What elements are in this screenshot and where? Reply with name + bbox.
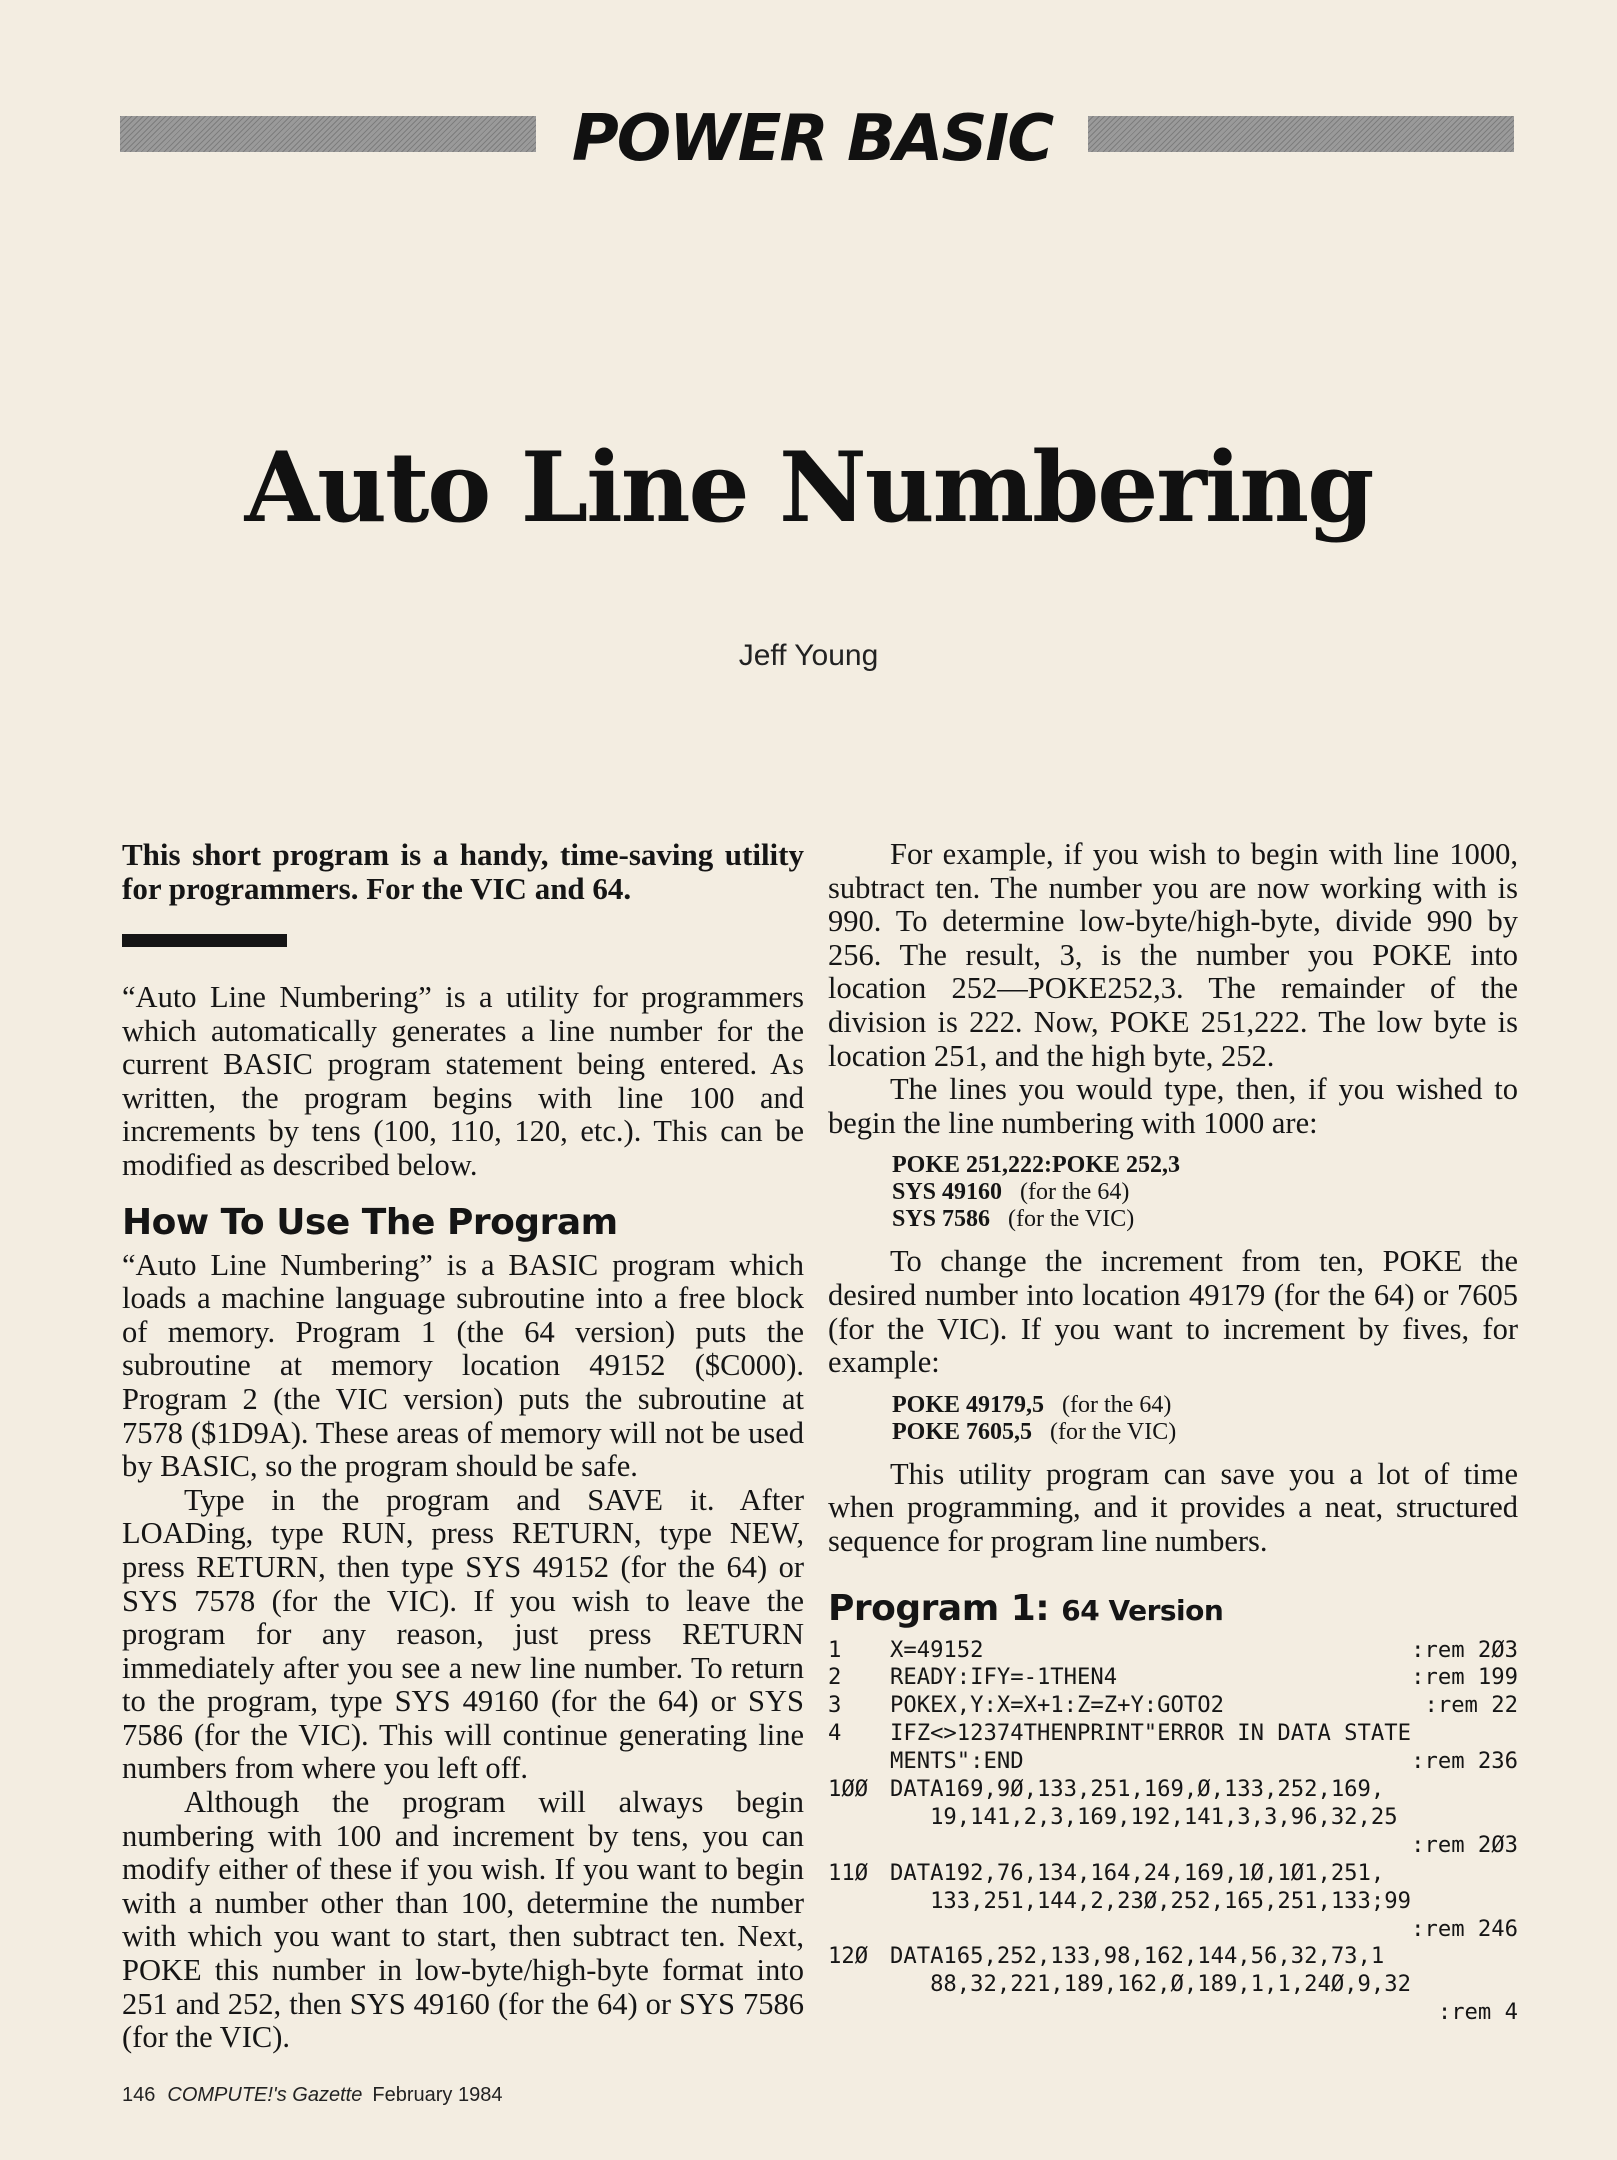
program-1-heading	[828, 1589, 1518, 1631]
line-number: 12Ø	[828, 1943, 869, 1970]
line-checksum: :rem 2Ø3	[1411, 1831, 1518, 1858]
closing-paragraph: This utility program can save you a lot of time when programming, and it provides a neat, structured sequence for program line numbers.	[828, 1456, 1518, 1558]
intro-paragraph: “Auto Line Numbering” is a utility for programmers which automatically generates a line number for the current BASIC program statement being entered. As written, the program begins with line 100 and increments by tens (100, 110, 120, etc.). This can be modified as described below.	[122, 980, 804, 1182]
line-body	[890, 1637, 1518, 1665]
program-1-listing	[828, 1637, 1518, 2028]
line-body	[890, 1720, 1518, 1776]
line-number: 3	[828, 1692, 842, 1719]
listing-line	[828, 1776, 1518, 1860]
section-label: POWER BASIC	[536, 101, 1088, 177]
left-column	[122, 838, 804, 2055]
code-note: (for the 64)	[1020, 1179, 1130, 1206]
code-line	[892, 1419, 1518, 1446]
page-footer	[122, 2084, 502, 2107]
line-number: 4	[828, 1720, 842, 1747]
line-body	[890, 1692, 1518, 1720]
listing-line	[828, 1860, 1518, 1944]
line-body	[890, 1943, 1518, 2027]
line-text: READY:IFY=-1THEN4	[890, 1664, 1118, 1691]
line-body	[890, 1776, 1518, 1860]
line-text: 88,32,221,189,162,Ø,189,1,1,24Ø,9,32	[890, 1971, 1411, 1998]
line-text: IFZ<>12374THENPRINT"ERROR IN DATA STATE	[890, 1720, 1411, 1747]
code-note: (for the 64)	[1062, 1391, 1172, 1418]
code-line	[892, 1152, 1518, 1179]
lines-intro-paragraph: The lines you would type, then, if you wished to begin the line numbering with 1000 are:	[828, 1072, 1518, 1140]
line-text: X=49152	[890, 1636, 984, 1663]
line-body	[890, 1664, 1518, 1692]
line-checksum: :rem 2Ø3	[1411, 1636, 1518, 1663]
how-paragraph-1: “Auto Line Numbering” is a BASIC program which loads a machine language subroutine into a free block of memory. Program 1 (the 64 version) puts the subroutine at memory location 49152 ($C000). Program 2 (the VIC version) puts the subroutine at 7578 ($1D9A). These areas of memory will not be used by BASIC, so the program should be safe.	[122, 1247, 804, 1484]
how-paragraph-2: Type in the program and SAVE it. After LOADing, type RUN, press RETURN, type NEW, press RETURN, then type SYS 49152 (for the 64) or SYS 7578 (for the VIC). If you wish to leave the program for any reason, just press RETURN immediately after you see a new line number. To return to the program, type SYS 49160 (for the 64) or SYS 7586 (for the VIC). This will continue generating line numbers from where you left off.	[122, 1482, 804, 1786]
code-command: POKE 49179,5	[892, 1391, 1045, 1418]
line-text: POKEX,Y:X=X+1:Z=Z+Y:GOTO2	[890, 1692, 1224, 1719]
deck-rule	[122, 934, 287, 947]
article-deck: This short program is a handy, time-saving utility for programmers. For the VIC and 64.	[122, 837, 804, 906]
line-text: 133,251,144,2,23Ø,252,165,251,133;99	[890, 1887, 1411, 1914]
line-text: 19,141,2,3,169,192,141,3,3,96,32,25	[890, 1803, 1398, 1830]
program-1-version: 64 Version	[1061, 1593, 1224, 1627]
line-text-with-rem	[890, 1637, 1518, 1665]
program-1-title: Program 1:	[828, 1587, 1050, 1629]
article-title: Auto Line Numbering	[244, 431, 1373, 544]
code-line	[892, 1179, 1518, 1206]
code-line	[892, 1392, 1518, 1419]
line-text: MENTS":END	[890, 1748, 1024, 1775]
listing-line	[828, 1664, 1518, 1692]
line-checksum: :rem 236	[1411, 1748, 1518, 1775]
code-note: (for the VIC)	[1008, 1206, 1135, 1233]
listing-line	[828, 1637, 1518, 1665]
code-command: SYS 7586	[892, 1206, 991, 1233]
listing-line	[828, 1943, 1518, 2027]
issue-date: February 1984	[372, 2084, 503, 2106]
code-note: (for the VIC)	[1050, 1418, 1177, 1445]
how-paragraph-3: Although the program will always begin numbering with 100 and increment by tens, you can modify either of these if you wish. If you want to begin with a number other than 100, determine the number with which you want to start, then subtract ten. Next, POKE this number in low-byte/high-byte format into 251 and 252, then SYS 49160 (for the 64) or SYS 7586 (for the VIC).	[122, 1785, 804, 2055]
example-commands	[892, 1152, 1518, 1233]
code-command: POKE 7605,5	[892, 1418, 1033, 1445]
line-text-with-rem	[890, 1664, 1518, 1692]
line-number: 2	[828, 1664, 842, 1691]
line-text-with-rem	[890, 1748, 1518, 1776]
listing-line	[828, 1692, 1518, 1720]
line-checksum: :rem 199	[1411, 1664, 1518, 1691]
listing-line	[828, 1720, 1518, 1776]
example-paragraph: For example, if you wish to begin with line 1000, subtract ten. The number you are now working with is 990. To determine low-byte/high-byte, divide 990 by 256. The result, 3, is the number you POKE into location 252—POKE252,3. The remainder of the division is 222. Now, POKE 251,222. The low byte is location 251, and the high byte, 252.	[828, 837, 1518, 1073]
line-checksum: :rem 4	[1437, 1999, 1518, 2026]
line-number: 1	[828, 1636, 842, 1663]
author-byline: Jeff Young	[738, 639, 879, 672]
line-body	[890, 1860, 1518, 1944]
magazine-name: COMPUTE!'s Gazette	[167, 2084, 363, 2106]
code-command: POKE 251,222:POKE 252,3	[892, 1152, 1180, 1179]
line-text: DATA169,9Ø,133,251,169,Ø,133,252,169,	[890, 1776, 1385, 1803]
line-number: 11Ø	[828, 1859, 869, 1886]
line-checksum: :rem 22	[1424, 1692, 1518, 1719]
line-number: 1ØØ	[828, 1776, 869, 1803]
right-column	[828, 838, 1518, 2027]
increment-paragraph: To change the increment from ten, POKE the desired number into location 49179 (for the 64) or 7605 (for the VIC). If you want to increment by fives, for example:	[828, 1244, 1518, 1380]
line-text-with-rem	[890, 1692, 1518, 1720]
line-text: DATA192,76,134,164,24,169,1Ø,1Ø1,251,	[890, 1859, 1385, 1886]
how-to-use-heading: How To Use The Program	[122, 1201, 618, 1243]
page-number: 146	[122, 2084, 156, 2106]
code-line	[892, 1206, 1518, 1233]
line-checksum: :rem 246	[1411, 1915, 1518, 1942]
code-command: SYS 49160	[892, 1179, 1003, 1206]
line-text: DATA165,252,133,98,162,144,56,32,73,1	[890, 1943, 1385, 1970]
increment-commands	[892, 1392, 1518, 1446]
